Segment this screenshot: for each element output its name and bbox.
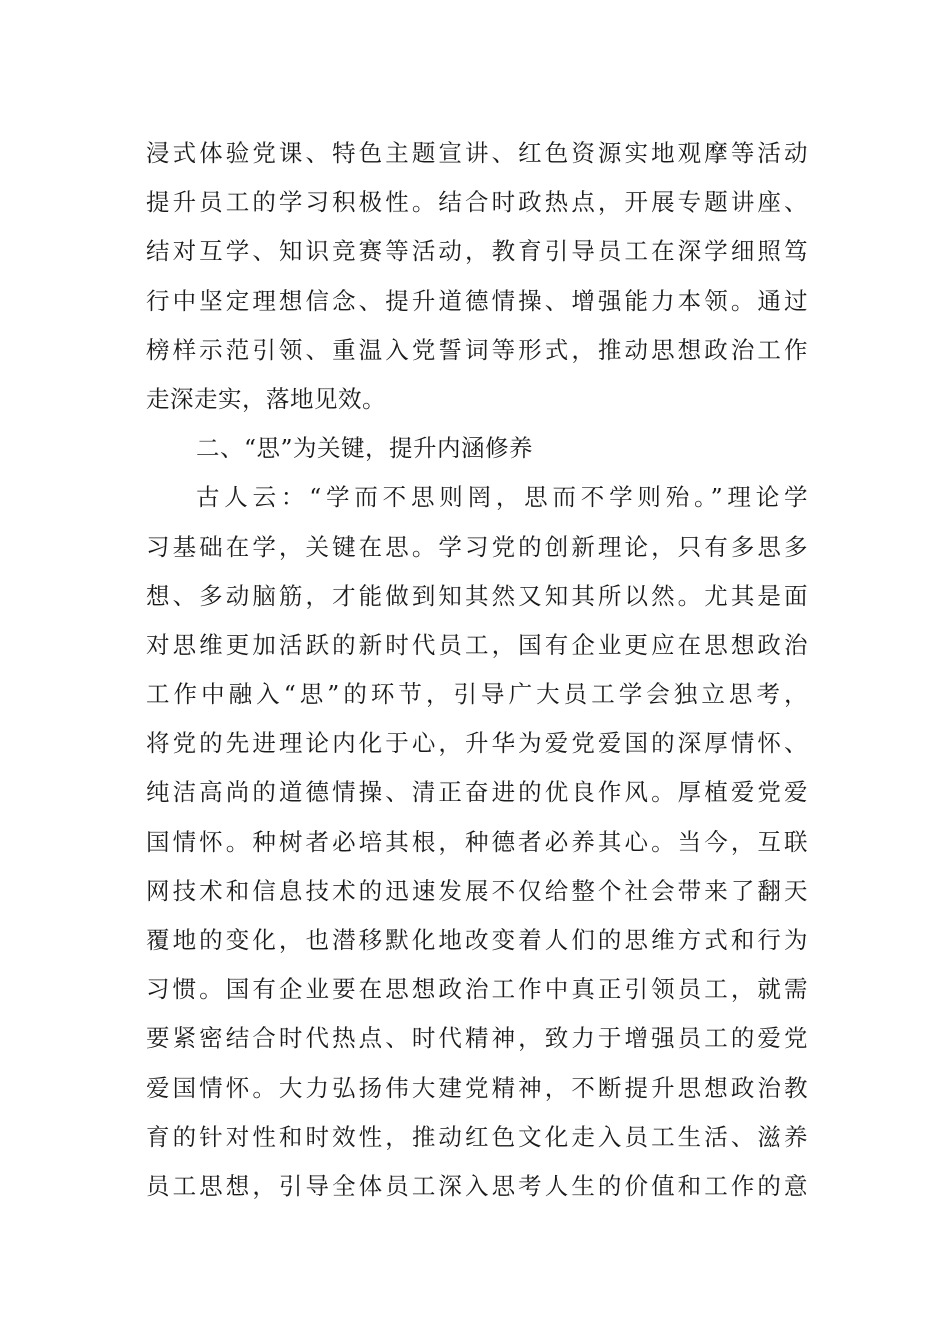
text-line: 走深走实，落地见效。 — [146, 384, 386, 413]
paragraph-1 — [146, 129, 808, 424]
text-line: 爱国情怀。大力弘扬伟大建党精神，不断提升思想政治教 — [146, 1073, 808, 1102]
text-line: 员工思想，引导全体员工深入思考人生的价值和工作的意 — [146, 1171, 808, 1200]
text-line: 要紧密结合时代热点、时代精神，致力于增强员工的爱党 — [146, 1024, 808, 1053]
text-line: 将党的先进理论内化于心，升华为爱党爱国的深厚情怀、 — [146, 729, 808, 758]
text-line: 工作中融入“思”的环节，引导广大员工学会独立思考， — [146, 680, 808, 709]
text-line: 育的针对性和时效性，推动红色文化走入员工生活、滋养 — [146, 1122, 808, 1151]
text-line: 对思维更加活跃的新时代员工，国有企业更应在思想政治 — [146, 630, 808, 659]
text-line: 古人云：“学而不思则罔，思而不学则殆。”理论学 — [196, 483, 808, 512]
text-line: 纯洁高尚的道德情操、清正奋进的优良作风。厚植爱党爱 — [146, 778, 808, 807]
text-line: 习基础在学，关键在思。学习党的创新理论，只有多思多 — [146, 532, 808, 561]
paragraph-2 — [146, 473, 808, 1211]
text-line: 覆地的变化，也潜移默化地改变着人们的思维方式和行为 — [146, 926, 808, 954]
text-line: 习惯。国有企业要在思想政治工作中真正引领员工，就需 — [146, 975, 808, 1004]
text-line: 行中坚定理想信念、提升道德情操、增强能力本领。通过 — [146, 286, 808, 315]
text-line: 想、多动脑筋，才能做到知其然又知其所以然。尤其是面 — [146, 581, 808, 610]
text-line: 浸式体验党课、特色主题宣讲、红色资源实地观摩等活动 — [146, 139, 808, 167]
text-line: 提升员工的学习积极性。结合时政热点，开展专题讲座、 — [146, 188, 808, 217]
section-heading: 二、“思”为关键，提升内涵修养 — [196, 434, 534, 463]
document-body — [146, 129, 808, 1211]
text-line: 结对互学、知识竞赛等活动，教育引导员工在深学细照笃 — [146, 237, 808, 266]
text-line: 国情怀。种树者必培其根，种德者必养其心。当今，互联 — [146, 827, 808, 856]
text-line: 网技术和信息技术的迅速发展不仅给整个社会带来了翻天 — [146, 876, 808, 905]
text-line: 榜样示范引领、重温入党誓词等形式，推动思想政治工作 — [146, 335, 808, 364]
